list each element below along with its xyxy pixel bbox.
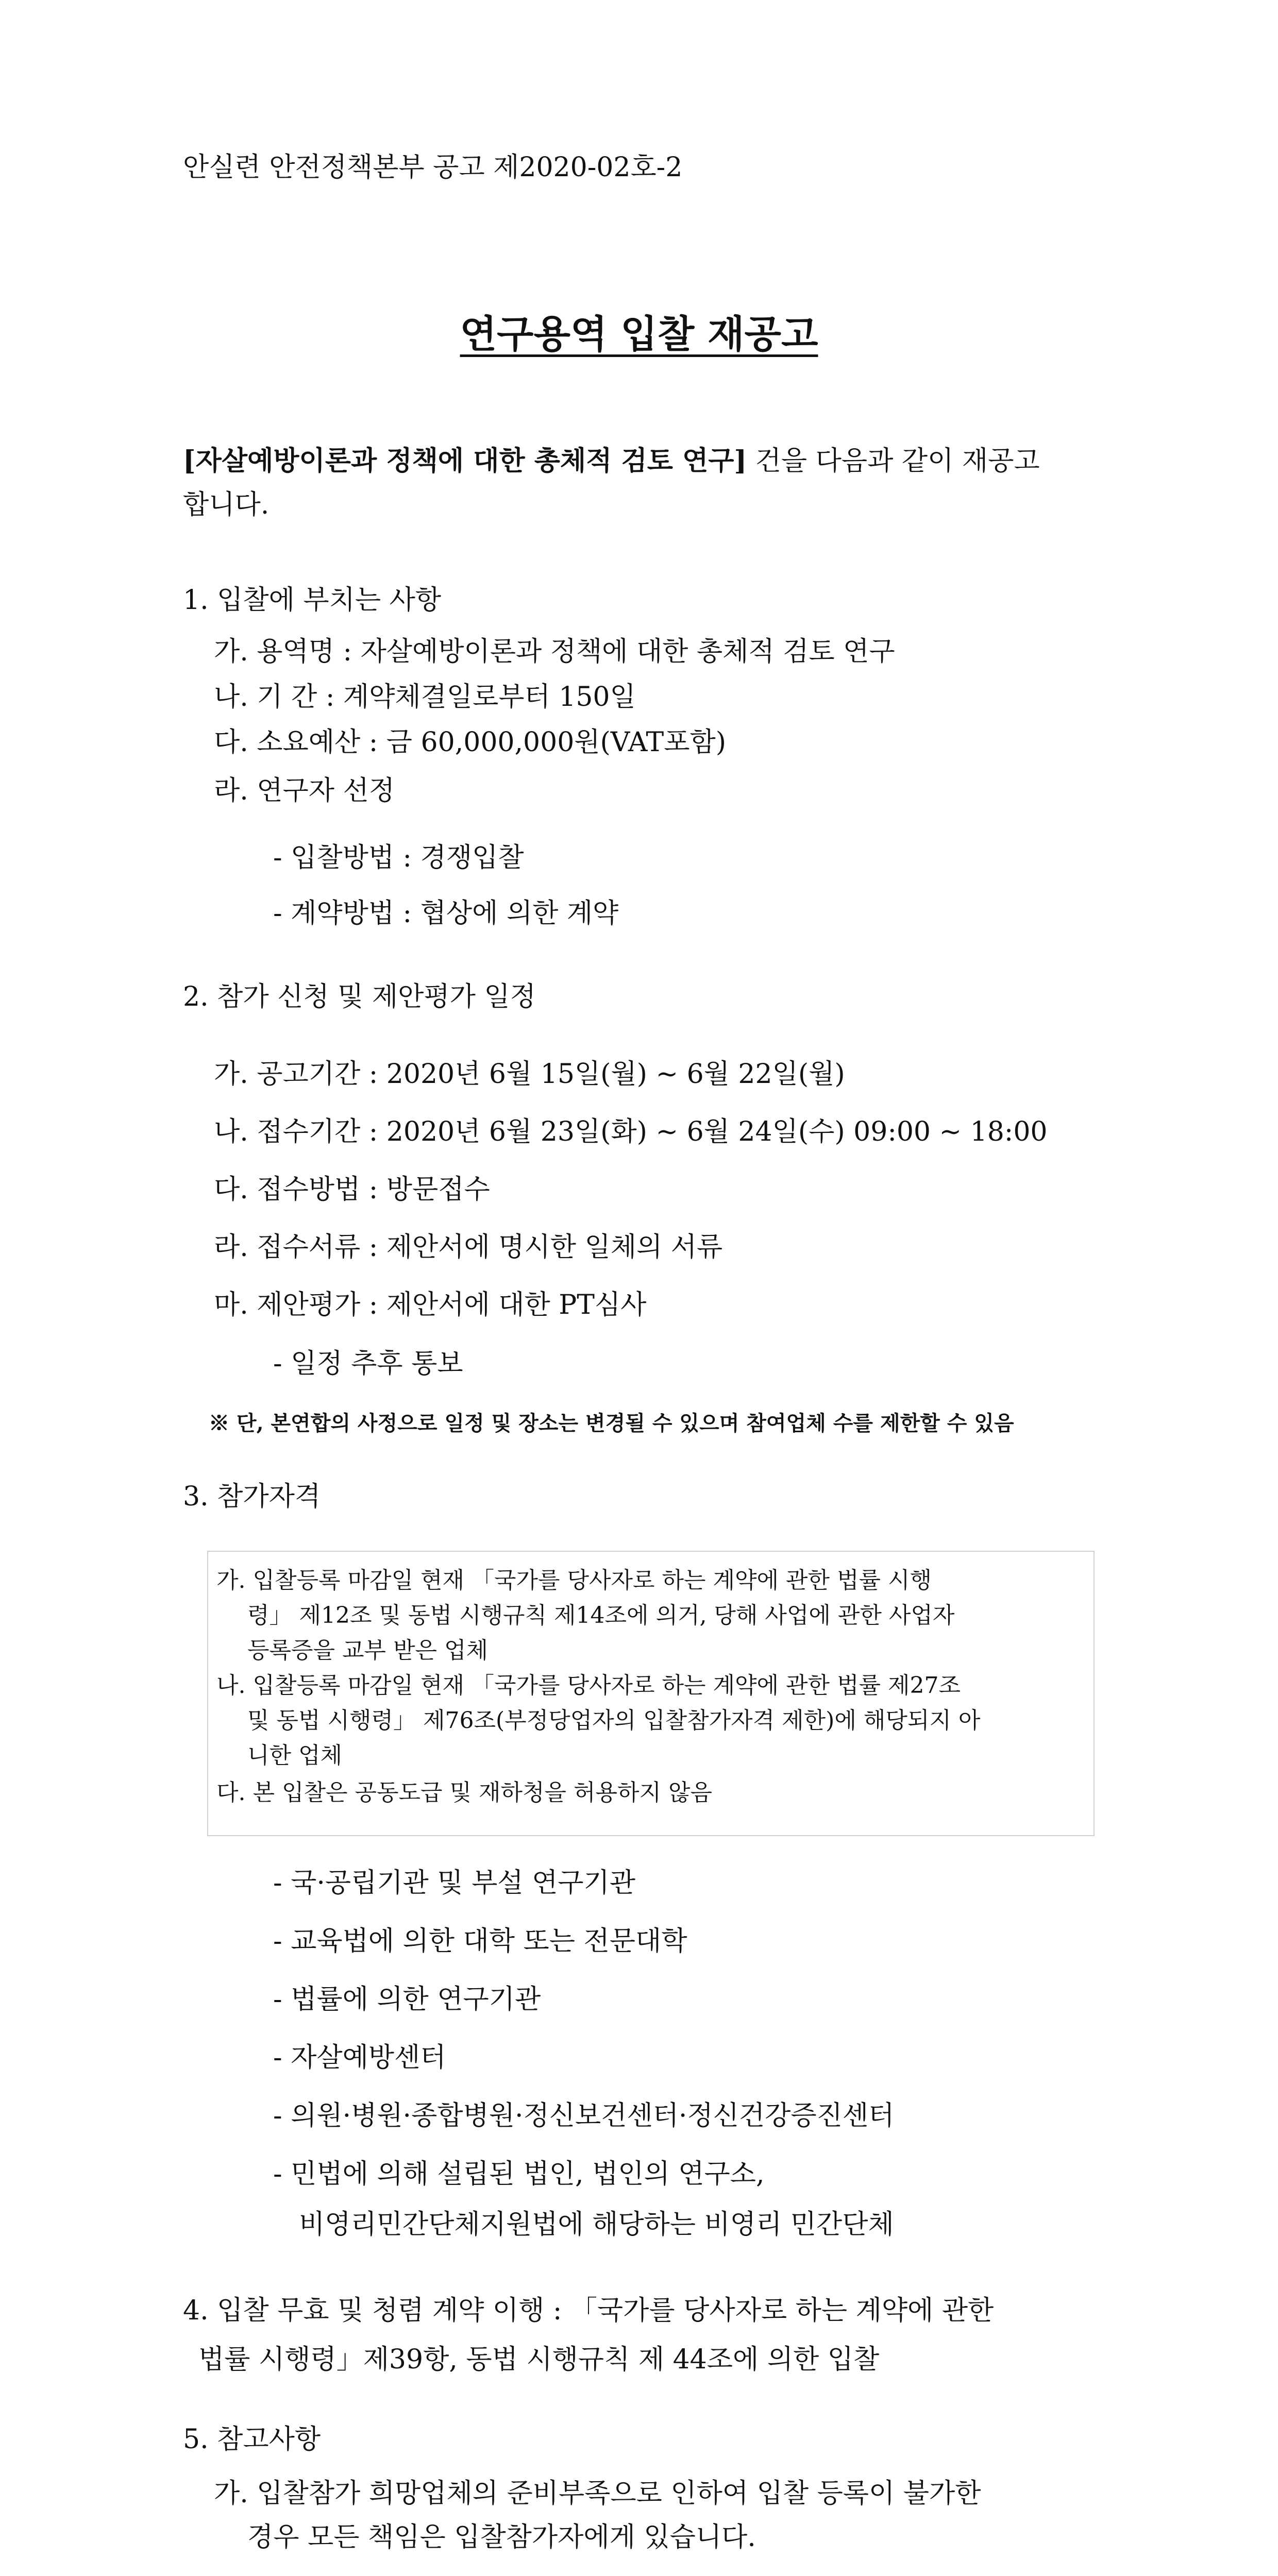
intro-line-2: 합니다. xyxy=(183,489,270,520)
intro-subject: [자살예방이론과 정책에 대한 총체적 검토 연구] xyxy=(183,445,747,477)
eligibility-line: 나. 입찰등록 마감일 현재 「국가를 당사자로 하는 계약에 관한 법률 제27조 xyxy=(216,1672,961,1699)
institution-item: - 법률에 의한 연구기관 xyxy=(273,1984,541,2015)
section5-heading: 5. 참고사항 xyxy=(183,2424,321,2455)
section2-item: 마. 제안평가 : 제안서에 대한 PT심사 xyxy=(214,1290,647,1320)
institution-item: - 자살예방센터 xyxy=(273,2042,446,2073)
section1-heading: 1. 입찰에 부치는 사항 xyxy=(183,585,442,616)
section2-item: 가. 공고기간 : 2020년 6월 15일(월) ~ 6월 22일(월) xyxy=(214,1059,845,1090)
eligibility-line: 다. 본 입찰은 공동도급 및 재하청을 허용하지 않음 xyxy=(216,1780,712,1806)
eligibility-line: 및 동법 시행령」 제76조(부정당업자의 입찰참가자격 제한)에 해당되지 아 xyxy=(247,1707,981,1734)
section5-item: 가. 입찰참가 희망업체의 준비부족으로 인하여 입찰 등록이 불가한 xyxy=(214,2478,981,2509)
section2-sub-item: - 일정 추후 통보 xyxy=(273,1348,463,1379)
institution-item: - 민법에 의해 설립된 법인, 법인의 연구소, xyxy=(273,2159,765,2190)
section1-sub-item: - 계약방법 : 협상에 의한 계약 xyxy=(273,898,619,929)
section2-item: 나. 접수기간 : 2020년 6월 23일(화) ~ 6월 24일(수) 09:00 ~ 18:00 xyxy=(214,1116,1048,1147)
eligibility-line: 가. 입찰등록 마감일 현재 「국가를 당사자로 하는 계약에 관한 법률 시행 xyxy=(216,1567,932,1594)
section1-item: 라. 연구자 선정 xyxy=(214,775,395,806)
institution-item: - 국·공립기관 및 부설 연구기관 xyxy=(273,1868,636,1899)
intro-text: 건을 다음과 같이 재공고 xyxy=(747,446,1040,477)
section4-line: 법률 시행령」제39항, 동법 시행규칙 제 44조에 의한 입찰 xyxy=(198,2344,880,2375)
section5-item-continued: 경우 모든 책임은 입찰참가자에게 있습니다. xyxy=(247,2522,756,2553)
section2-item: 다. 접수방법 : 방문접수 xyxy=(214,1174,490,1205)
section1-item: 다. 소요예산 : 금 60,000,000원(VAT포함) xyxy=(214,727,726,758)
eligibility-line: 등록증을 교부 받은 업체 xyxy=(247,1637,488,1664)
section3-heading: 3. 참가자격 xyxy=(183,1481,321,1512)
section2-note: ※ 단, 본연합의 사정으로 일정 및 장소는 변경될 수 있으며 참여업체 수를 제한할 수 있음 xyxy=(209,1411,1014,1435)
section2-heading: 2. 참가 신청 및 제안평가 일정 xyxy=(183,981,536,1012)
section1-sub-item: - 입찰방법 : 경쟁입찰 xyxy=(273,842,524,873)
section1-item: 가. 용역명 : 자살예방이론과 정책에 대한 총체적 검토 연구 xyxy=(214,636,895,667)
eligibility-line: 령」 제12조 및 동법 시행규칙 제14조에 의거, 당해 사업에 관한 사업자 xyxy=(247,1602,955,1629)
page-title: 연구용역 입찰 재공고 xyxy=(460,312,818,357)
institution-item: - 의원·병원·종합병원·정신보건센터·정신건강증진센터 xyxy=(273,2100,895,2131)
section4-line: 4. 입찰 무효 및 청렴 계약 이행 : 「국가를 당사자로 하는 계약에 관한 xyxy=(183,2295,994,2326)
institution-item: - 교육법에 의한 대학 또는 전문대학 xyxy=(273,1926,687,1957)
notice-number: 안실련 안전정책본부 공고 제2020-02호-2 xyxy=(183,152,683,183)
institution-item-continued: 비영리민간단체지원법에 해당하는 비영리 민간단체 xyxy=(299,2209,894,2240)
section1-item: 나. 기 간 : 계약체결일로부터 150일 xyxy=(214,682,636,713)
eligibility-line: 니한 업체 xyxy=(247,1742,343,1769)
intro-line-1 xyxy=(183,443,1040,479)
section2-item: 라. 접수서류 : 제안서에 명시한 일체의 서류 xyxy=(214,1232,723,1263)
